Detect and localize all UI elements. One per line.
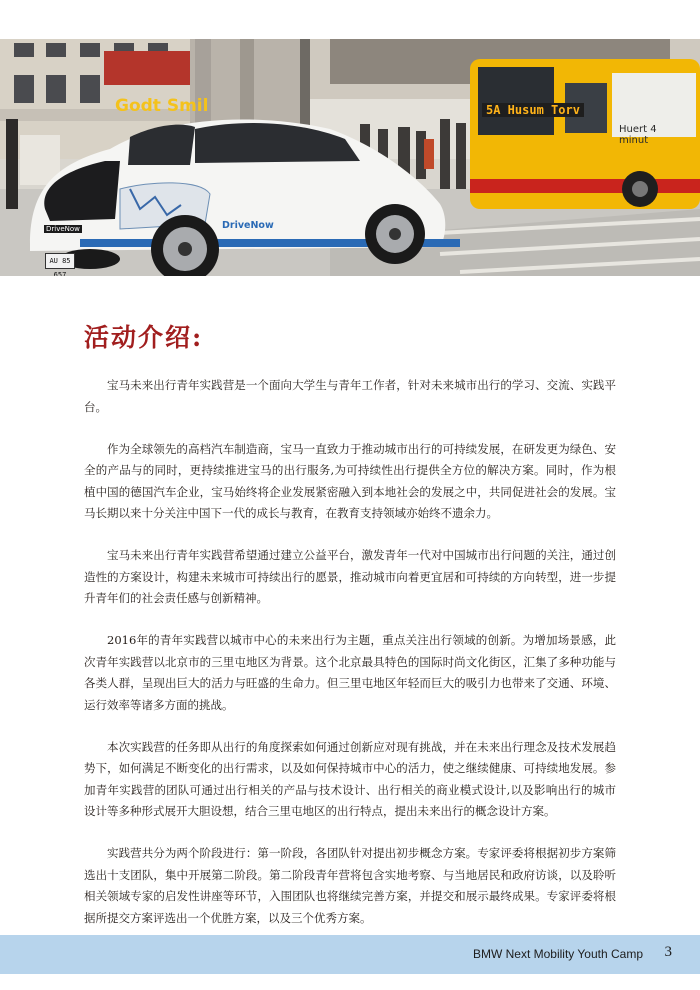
bus-ad-text: Huert 4 minut	[619, 124, 657, 146]
street-scene-illustration	[0, 39, 700, 276]
paragraph-bmw-commitment: 作为全球领先的高档汽车制造商，宝马一直致力于推动城市出行的可持续发展，在研发更为绿色、安全的产品与的同时，更持续推进宝马的出行服务,为可持续性出行提供全方位的解决方案。同时，作为根植中国的德国汽车企业，宝马始终将企业发展紧密融入到本地社会的发展之中，共同促进社会的发展。宝马长期以来十分关注中国下一代的成长与教育，在教育支持领域亦始终不遗余力。	[84, 441, 616, 520]
section-title: 活动介绍:	[84, 323, 204, 352]
article-body	[84, 375, 616, 950]
page-number: 3	[664, 944, 672, 960]
paragraph-camp-stages: 实践营共分为两个阶段进行：第一阶段，各团队针对提出初步概念方案。专家评委将根据初步方案筛选出十支团队，集中开展第二阶段。第二阶段青年营将包含实地考察、与当地居民和政府访谈，以及聆听相关领域专家的启发性讲座等环节，入围团队也将继续完善方案，并提交和展示最终成果。专家评委将根据所提交方案评选出一个优胜方案，以及三个优秀方案。	[84, 846, 616, 925]
paragraph-camp-task: 本次实践营的任务即从出行的角度探索如何通过创新应对现有挑战，并在未来出行理念及技术发展趋势下，如何满足不断变化的出行需求，以及如何保持城市中心的活力，使之继续健康、可持续地发展。参加青年实践营的团队可通过出行相关的产品与技术设计、出行相关的商业模式设计,以及影响出行的城市设计等多种形式展开大胆设想，结合三里屯地区的出行特点，提出未来出行的概念设计方案。	[84, 739, 616, 818]
footer-title: BMW Next Mobility Youth Camp	[472, 947, 643, 961]
bus-destination-display: 5A Husum Torv	[482, 103, 584, 117]
paragraph-camp-goal: 宝马未来出行青年实践营希望通过建立公益平台，激发青年一代对中国城市出行问题的关注，通过创造性的方案设计，构建未来城市可持续出行的愿景，推动城市向着更宜居和可持续的方向转型，进一步提升青年们的社会责任感与创新精神。	[84, 548, 616, 605]
car-license-plate: AU 85 657	[45, 253, 75, 269]
car-brand-logo: DriveNow	[222, 220, 274, 231]
paragraph-2016-theme: 2016年的青年实践营以城市中心的未来出行为主题，重点关注出行领域的创新。为增加场景感，此次青年实践营以北京市的三里屯地区为背景。这个北京最具特色的国际时尚文化街区，汇集了多种功能与各类人群，呈现出巨大的活力与旺盛的生命力。但三里屯地区年轻而巨大的吸引力也带来了交通、环境、运行效率等诸多方面的挑战。	[84, 633, 616, 712]
header-photo	[0, 39, 700, 276]
paragraph-intro: 宝马未来出行青年实践营是一个面向大学生与青年工作者，针对未来城市出行的学习、交流、实践平台。	[84, 378, 616, 414]
car-rear-brand: DriveNow	[46, 225, 80, 233]
shop-sign-text: Godt Smil	[115, 96, 209, 116]
